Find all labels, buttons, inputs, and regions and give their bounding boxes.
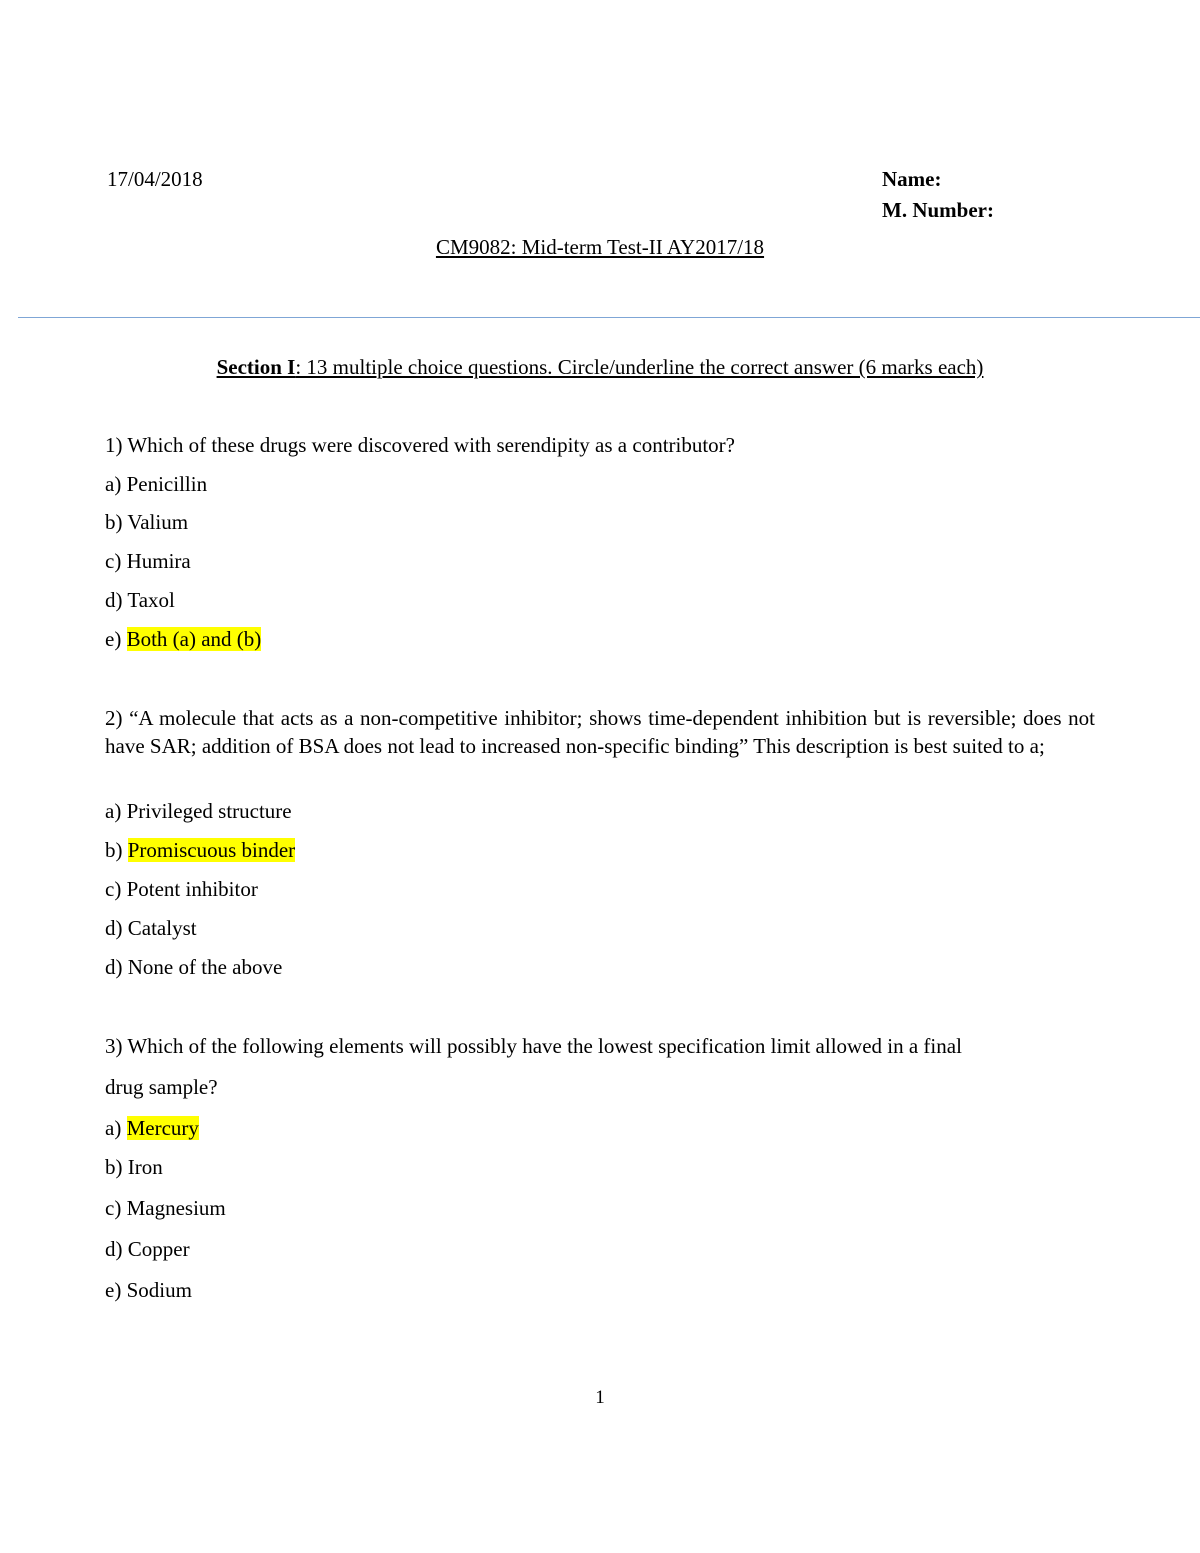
option-prefix: e) xyxy=(105,627,127,651)
question-3-line-2: drug sample? xyxy=(105,1075,218,1099)
option-text: Iron xyxy=(127,1155,163,1179)
section-heading xyxy=(0,355,1200,380)
option-q2-e[interactable] xyxy=(105,955,282,980)
option-q3-a[interactable] xyxy=(105,1116,199,1141)
option-prefix: d) xyxy=(105,1237,128,1261)
option-q2-c[interactable] xyxy=(105,877,258,902)
option-prefix: b) xyxy=(105,838,128,862)
option-q2-a[interactable] xyxy=(105,799,292,824)
option-q3-d[interactable] xyxy=(105,1237,190,1262)
option-q2-d[interactable] xyxy=(105,916,197,941)
page-number: 1 xyxy=(595,1387,605,1408)
question-2: 2) “A molecule that acts as a non-competitive inhibitor; shows time-dependent inhibition but is reversible; does not have SAR; addition of BSA does not lead to increased non-specific binding” This description is best suited to a; xyxy=(105,706,1095,758)
option-q3-e[interactable] xyxy=(105,1278,192,1303)
option-q1-e[interactable] xyxy=(105,627,261,652)
option-prefix: c) xyxy=(105,1196,127,1220)
option-prefix: d) xyxy=(105,916,128,940)
option-prefix: e) xyxy=(105,1278,127,1302)
option-prefix: d) xyxy=(105,955,128,979)
option-text: Copper xyxy=(127,1237,190,1261)
option-text: None of the above xyxy=(127,955,283,979)
option-q1-b[interactable] xyxy=(105,510,188,535)
option-q1-d[interactable] xyxy=(105,588,175,613)
option-text: Catalyst xyxy=(127,916,197,940)
option-text: Magnesium xyxy=(126,1196,226,1220)
option-prefix: b) xyxy=(105,510,128,534)
question-3-line-1: 3) Which of the following elements will possibly have the lowest specification limit allowed in a final xyxy=(105,1034,962,1058)
option-q3-c[interactable] xyxy=(105,1196,226,1221)
option-text-highlighted: Mercury xyxy=(126,1116,199,1140)
option-text: Humira xyxy=(126,549,191,573)
option-text: Penicillin xyxy=(126,472,208,496)
option-text: Sodium xyxy=(126,1278,192,1302)
option-prefix: c) xyxy=(105,549,127,573)
option-prefix: a) xyxy=(105,472,127,496)
exam-date: 17/04/2018 xyxy=(107,167,203,191)
exam-title: CM9082: Mid-term Test-II AY2017/18 xyxy=(435,235,765,259)
option-q3-b[interactable] xyxy=(105,1155,163,1180)
option-text: Potent inhibitor xyxy=(126,877,258,901)
option-text: Privileged structure xyxy=(126,799,292,823)
option-prefix: b) xyxy=(105,1155,128,1179)
section-instructions: : 13 multiple choice questions. Circle/underline the correct answer (6 marks each) xyxy=(295,355,984,379)
option-prefix: c) xyxy=(105,877,127,901)
option-text: Taxol xyxy=(127,588,175,612)
matric-number-label: M. Number: xyxy=(882,198,994,222)
divider-line xyxy=(18,317,1200,318)
option-q2-b[interactable] xyxy=(105,838,295,863)
option-q1-c[interactable] xyxy=(105,549,191,574)
question-1: 1) Which of these drugs were discovered with serendipity as a contributor? xyxy=(105,433,735,457)
option-q1-a[interactable] xyxy=(105,472,207,497)
option-prefix: d) xyxy=(105,588,128,612)
section-label: Section I xyxy=(216,355,296,379)
option-text: Valium xyxy=(127,510,189,534)
option-prefix: a) xyxy=(105,799,127,823)
option-text-highlighted: Both (a) and (b) xyxy=(126,627,262,651)
name-label: Name: xyxy=(882,167,942,191)
option-text-highlighted: Promiscuous binder xyxy=(127,838,296,862)
option-prefix: a) xyxy=(105,1116,127,1140)
